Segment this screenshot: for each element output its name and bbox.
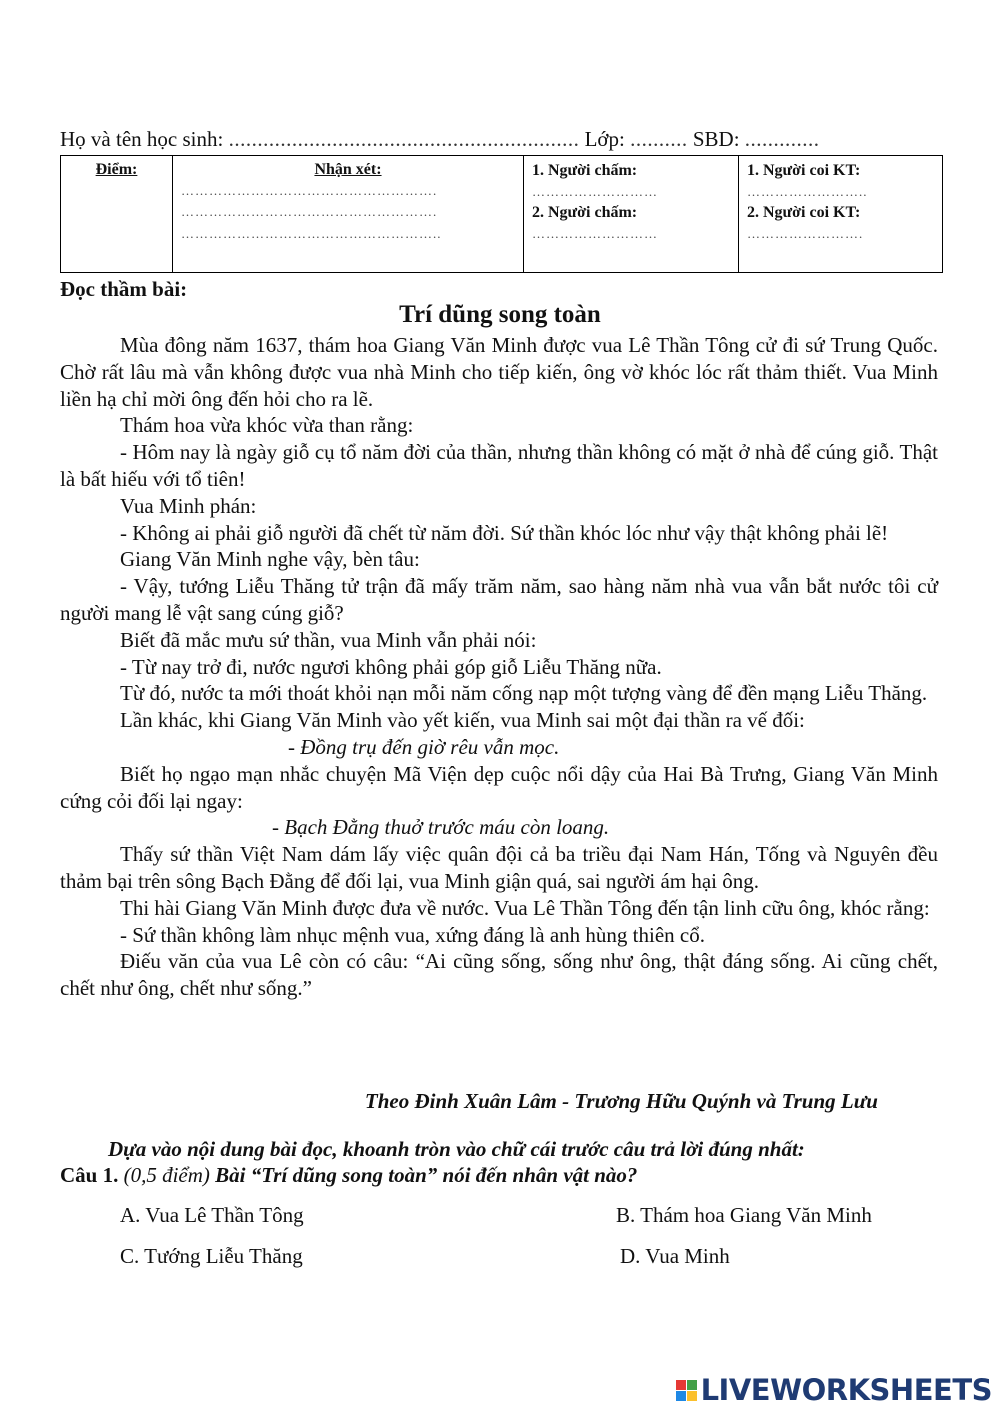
story-paragraph: Điếu văn của vua Lê còn có câu: “Ai cũng sống, sống như ông, thật đáng sống. Ai cũng chết, chết như ông, chết như sống.” (60, 949, 938, 1001)
comment-cell (173, 156, 524, 273)
story-title: Trí dũng song toàn (399, 301, 601, 328)
grade-table (60, 155, 943, 273)
comment-line: ………………………………………………. (181, 204, 438, 219)
grader2-label: 2. Người chấm: (532, 204, 638, 221)
story-paragraph: - Từ nay trở đi, nước ngươi không phải góp giỗ Liễu Thăng nữa. (120, 654, 662, 679)
story-paragraph: Biết họ ngạo mạn nhắc chuyện Mã Viện dẹp cuộc nổi dậy của Hai Bà Trưng, Giang Văn Minh cứng cỏi đối lại ngay: (60, 761, 938, 813)
comment-line: ………………………………………………. (181, 183, 438, 198)
source-citation: Theo Đinh Xuân Lâm - Trương Hữu Quýnh và Trung Lưu (364, 1089, 878, 1113)
class-field[interactable]: .......... (630, 127, 688, 151)
story-paragraph: Thám hoa vừa khóc vừa than rằng: (120, 413, 414, 438)
story-paragraph: Thi hài Giang Văn Minh được đưa về nước. Vua Lê Thần Tông đến tận linh cữu ông, khóc rằng: (120, 895, 930, 920)
student-info-line (60, 127, 820, 152)
question-points: (0,5 điểm) (123, 1163, 210, 1187)
class-label: Lớp: (584, 127, 625, 151)
question-text: Bài “Trí dũng song toàn” nói đến nhân vật nào? (215, 1163, 638, 1187)
story-paragraph: Biết đã mắc mưu sứ thần, vua Minh vẫn phải nói: (120, 627, 537, 652)
verse-line: - Đồng trụ đến giờ rêu vẫn mọc. (288, 734, 560, 759)
story-paragraph: Từ đó, nước ta mới thoát khỏi nạn mỗi năm cống nạp một tượng vàng để đền mạng Liễu Thăng. (120, 681, 928, 706)
grader2-line: ……………………… (532, 226, 658, 241)
story-paragraph: Mùa đông năm 1637, thám hoa Giang Văn Minh được vua Lê Thần Tông cử đi sứ Trung Quốc. Chờ rất lâu mà vẫn không được vua nhà Minh cho tiếp kiến, ông vờ khóc lóc rất thảm thiết. Vua Minh liền hạ chỉ mời ông đến hỏi cho ra lẽ. (60, 333, 938, 411)
verse-line: - Bạch Đằng thuở trước máu còn loang. (272, 815, 610, 840)
proctor2-line: ……………………. (747, 226, 864, 241)
logo-tiles-icon (676, 1380, 697, 1401)
option-a[interactable]: A. Vua Lê Thần Tông (120, 1203, 304, 1227)
grader-cell (524, 156, 739, 273)
name-label: Họ và tên học sinh: (60, 127, 224, 151)
question-number: Câu 1. (60, 1163, 119, 1187)
instruction: Dựa vào nội dung bài đọc, khoanh tròn vào chữ cái trước câu trả lời đúng nhất: (108, 1137, 805, 1161)
question-1 (60, 1163, 637, 1188)
story-body (60, 332, 938, 1002)
story-paragraph: Vua Minh phán: (120, 493, 257, 518)
proctor1-line: …………………….. (747, 184, 868, 199)
proctor2-label: 2. Người coi KT: (747, 204, 861, 221)
grader1-line: ……………………… (532, 184, 658, 199)
story-paragraph: Thấy sứ thần Việt Nam dám lấy việc quân đội cả ba triều đại Nam Hán, Tống và Nguyên đều thảm bại trên sông Bạch Đằng để đối lại, vua Minh giận quá, sai người ám hại ông. (60, 842, 938, 893)
story-paragraph: - Hôm nay là ngày giỗ cụ tổ năm đời của thần, nhưng thần không có mặt ở nhà để cúng giỗ. Thật là bất hiếu với tổ tiên! (60, 440, 938, 491)
option-b[interactable]: B. Thám hoa Giang Văn Minh (616, 1203, 872, 1227)
liveworksheets-logo (676, 1373, 992, 1407)
grader1-label: 1. Người chấm: (532, 162, 638, 179)
proctor1-label: 1. Người coi KT: (747, 162, 861, 179)
reading-label: Đọc thầm bài: (60, 277, 188, 301)
comment-line: ……………………………………………….. (181, 226, 442, 241)
comment-label: Nhận xét: (314, 161, 382, 178)
story-paragraph: Giang Văn Minh nghe vậy, bèn tâu: (120, 547, 420, 572)
sbd-label: SBD: (692, 127, 740, 151)
sbd-field[interactable]: ............. (744, 127, 820, 151)
logo-text: LIVEWORKSHEETS (700, 1373, 992, 1407)
score-cell (61, 156, 173, 273)
story-paragraph: - Không ai phải giỗ người đã chết từ năm đời. Sứ thần khóc lóc như vậy thật không phải lẽ! (120, 520, 889, 545)
name-field[interactable]: ............................................................. (228, 127, 580, 151)
story-paragraph: - Vậy, tướng Liễu Thăng tử trận đã mấy trăm năm, sao hàng năm nhà vua vẫn bắt nước tôi cử người mang lễ vật sang cúng giỗ? (60, 574, 938, 625)
score-label: Điểm: (95, 161, 138, 178)
story-paragraph: - Sứ thần không làm nhục mệnh vua, xứng đáng là anh hùng thiên cổ. (120, 922, 705, 947)
story-paragraph: Lần khác, khi Giang Văn Minh vào yết kiến, vua Minh sai một đại thần ra vế đối: (120, 708, 805, 733)
option-c[interactable]: C. Tướng Liễu Thăng (120, 1244, 303, 1268)
proctor-cell (739, 156, 943, 273)
option-d[interactable]: D. Vua Minh (620, 1244, 730, 1268)
